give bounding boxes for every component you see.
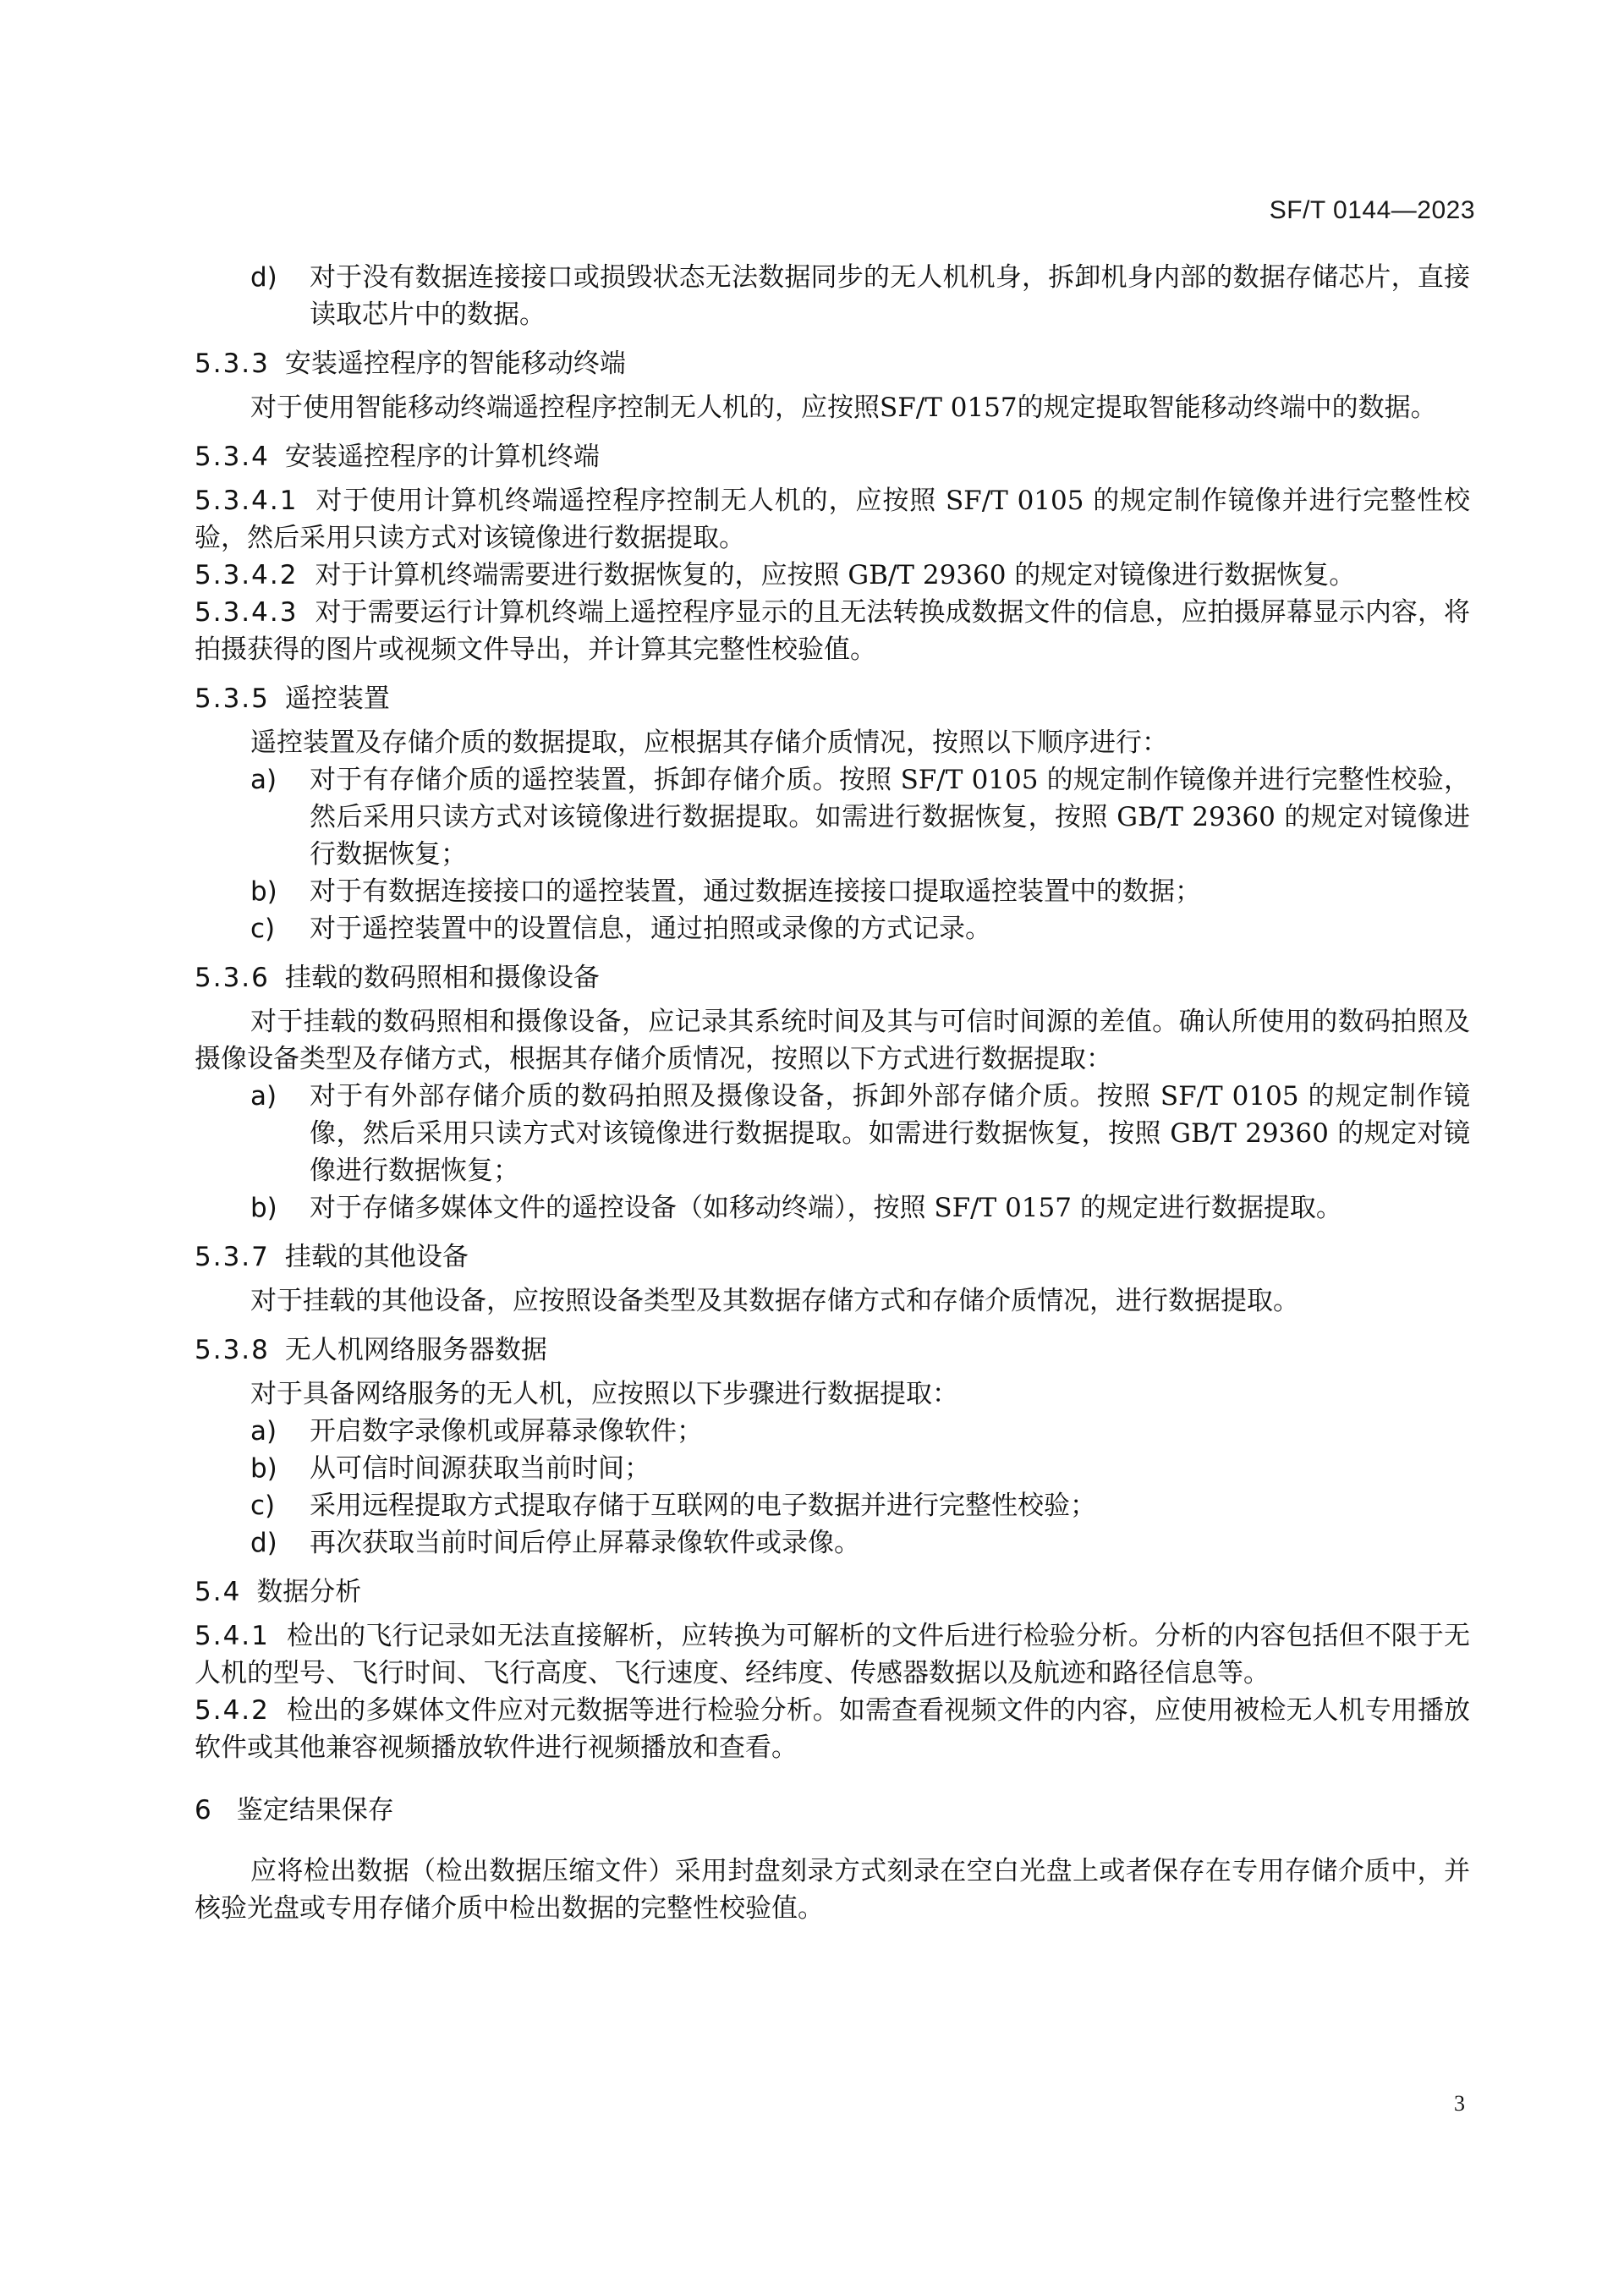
section-title: 无人机网络服务器数据 xyxy=(284,1335,547,1365)
list-item-text: 从可信时间源获取当前时间； xyxy=(310,1453,650,1484)
list-item-d-chip xyxy=(195,259,1470,333)
page-number: 3 xyxy=(1454,2091,1465,2116)
section-number: 5.3.7 xyxy=(195,1242,270,1272)
section-heading-5-3-5 xyxy=(195,680,1470,717)
section-heading-5-3-6 xyxy=(195,959,1470,997)
paragraph-5-3-7: 对于挂载的其他设备，应按照设备类型及其数据存储方式和存储介质情况，进行数据提取。 xyxy=(250,1286,1299,1316)
paragraph-6: 应将检出数据（检出数据压缩文件）采用封盘刻录方式刻录在空白光盘上或者保存在专用存储介质中，并核验光盘或专用存储介质中检出数据的完整性校验值。 xyxy=(195,1856,1470,1924)
clause-number: 5.3.4.3 xyxy=(195,597,299,628)
list-item xyxy=(195,1413,1470,1450)
document-body xyxy=(195,259,1470,1927)
chapter-title: 鉴定结果保存 xyxy=(236,1795,394,1826)
list-marker: b) xyxy=(250,1453,277,1484)
list-marker: a) xyxy=(250,765,277,795)
clause-5-3-4-1 xyxy=(195,482,1470,557)
list-marker: a) xyxy=(250,1416,277,1447)
clause-number: 5.3.4.2 xyxy=(195,560,299,590)
list-item-text: 对于遥控装置中的设置信息，通过拍照或录像的方式记录。 xyxy=(310,914,991,944)
clause-number: 5.4.2 xyxy=(195,1695,270,1726)
section-number: 5.4 xyxy=(195,1577,242,1607)
clause-5-4-1 xyxy=(195,1617,1470,1692)
list-item-text: 对于没有数据连接接口或损毁状态无法数据同步的无人机机身，拆卸机身内部的数据存储芯片，直接读取芯片中的数据。 xyxy=(310,262,1470,330)
section-heading-5-3-3 xyxy=(195,345,1470,382)
list-marker: b) xyxy=(250,1193,277,1223)
list-item-text: 对于有外部存储介质的数码拍照及摄像设备，拆卸外部存储介质。按照 SF/T 0105 的规定制作镜像，然后采用只读方式对该镜像进行数据提取。如需进行数据恢复，按照 GB/T 29360 的规定对镜像进行数据恢复； xyxy=(310,1081,1470,1186)
section-title: 数据分析 xyxy=(256,1577,362,1607)
clause-text: 对于需要运行计算机终端上遥控程序显示的且无法转换成数据文件的信息，应拍摄屏幕显示内容，将拍摄获得的图片或视频文件导出，并计算其完整性校验值。 xyxy=(195,597,1470,665)
list-item xyxy=(195,873,1470,910)
clause-5-3-4-3 xyxy=(195,594,1470,668)
list-marker: c) xyxy=(250,914,276,944)
list-item xyxy=(195,761,1470,873)
clause-text: 对于计算机终端需要进行数据恢复的，应按照 GB/T 29360 的规定对镜像进行数据恢复。 xyxy=(315,560,1356,590)
clause-text: 对于使用计算机终端遥控程序控制无人机的，应按照 SF/T 0105 的规定制作镜像并进行完整性校验，然后采用只读方式对该镜像进行数据提取。 xyxy=(195,486,1470,553)
list-marker: c) xyxy=(250,1491,276,1521)
list-item xyxy=(195,910,1470,947)
chapter-heading-6 xyxy=(195,1792,1470,1829)
chapter-number: 6 xyxy=(195,1795,211,1826)
list-item-text: 对于有数据连接接口的遥控装置，通过数据连接接口提取遥控装置中的数据； xyxy=(310,876,1201,907)
clause-5-3-4-2 xyxy=(195,557,1470,594)
list-item-text: 再次获取当前时间后停止屏幕录像软件或录像。 xyxy=(310,1528,860,1558)
clause-number: 5.3.4.1 xyxy=(195,486,299,516)
list-item-text: 采用远程提取方式提取存储于互联网的电子数据并进行完整性校验； xyxy=(310,1491,1096,1521)
paragraph-5-3-8: 对于具备网络服务的无人机，应按照以下步骤进行数据提取： xyxy=(250,1379,958,1409)
section-heading-5-3-4 xyxy=(195,438,1470,475)
list-marker: a) xyxy=(250,1081,277,1112)
list-marker: d) xyxy=(250,262,277,293)
section-heading-5-3-7 xyxy=(195,1238,1470,1276)
list-item xyxy=(195,1487,1470,1524)
section-number: 5.3.8 xyxy=(195,1335,270,1365)
section-title: 安装遥控程序的智能移动终端 xyxy=(284,349,626,379)
document-code-header: SF/T 0144—2023 xyxy=(1269,196,1475,224)
section-title: 挂载的数码照相和摄像设备 xyxy=(284,963,600,993)
section-number: 5.3.6 xyxy=(195,963,270,993)
list-item-text: 对于有存储介质的遥控装置，拆卸存储介质。按照 SF/T 0105 的规定制作镜像并进行完整性校验，然后采用只读方式对该镜像进行数据提取。如需进行数据恢复，按照 GB/T 29360 的规定对镜像进行数据恢复； xyxy=(310,765,1470,870)
list-item xyxy=(195,1524,1470,1562)
section-number: 5.3.4 xyxy=(195,442,270,472)
list-item xyxy=(195,1189,1470,1227)
section-number: 5.3.5 xyxy=(195,684,270,714)
section-title: 遥控装置 xyxy=(284,684,390,714)
section-heading-5-4 xyxy=(195,1573,1470,1611)
list-marker: b) xyxy=(250,876,277,907)
section-number: 5.3.3 xyxy=(195,349,270,379)
list-marker: d) xyxy=(250,1528,277,1558)
paragraph-5-3-6: 对于挂载的数码照相和摄像设备，应记录其系统时间及其与可信时间源的差值。确认所使用的数码拍照及摄像设备类型及存储方式，根据其存储介质情况，按照以下方式进行数据提取： xyxy=(195,1007,1470,1074)
clause-5-4-2 xyxy=(195,1692,1470,1766)
list-item xyxy=(195,1450,1470,1487)
section-title: 挂载的其他设备 xyxy=(284,1242,469,1272)
section-heading-5-3-8 xyxy=(195,1331,1470,1369)
clause-text: 检出的多媒体文件应对元数据等进行检验分析。如需查看视频文件的内容，应使用被检无人机专用播放软件或其他兼容视频播放软件进行视频播放和查看。 xyxy=(195,1695,1470,1763)
clause-text: 检出的飞行记录如无法直接解析，应转换为可解析的文件后进行检验分析。分析的内容包括但不限于无人机的型号、飞行时间、飞行高度、飞行速度、经纬度、传感器数据以及航迹和路径信息等。 xyxy=(195,1621,1470,1688)
list-item-text: 对于存储多媒体文件的遥控设备（如移动终端），按照 SF/T 0157 的规定进行数据提取。 xyxy=(310,1193,1342,1223)
paragraph-5-3-3: 对于使用智能移动终端遥控程序控制无人机的，应按照SF/T 0157的规定提取智能移动终端中的数据。 xyxy=(250,393,1437,423)
list-item-text: 开启数字录像机或屏幕录像软件； xyxy=(310,1416,703,1447)
section-title: 安装遥控程序的计算机终端 xyxy=(284,442,600,472)
paragraph-5-3-5: 遥控装置及存储介质的数据提取，应根据其存储介质情况，按照以下顺序进行： xyxy=(250,727,1168,758)
clause-number: 5.4.1 xyxy=(195,1621,270,1651)
list-item xyxy=(195,1078,1470,1189)
